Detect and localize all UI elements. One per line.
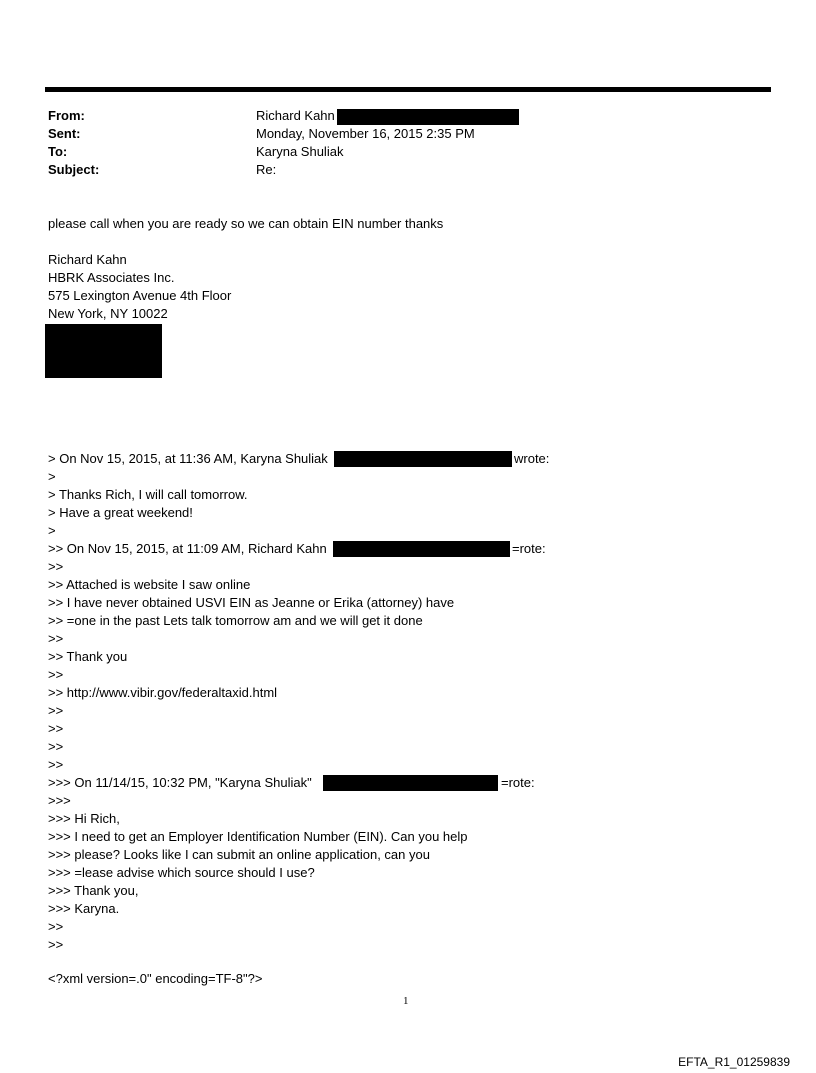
from-label: From:: [48, 108, 85, 123]
quoted-header-1: > On Nov 15, 2015, at 11:36 AM, Karyna Shuliak: [48, 451, 328, 466]
document-id: EFTA_R1_01259839: [678, 1055, 790, 1069]
signature-city: New York, NY 10022: [48, 306, 168, 321]
subject-label: Subject:: [48, 162, 100, 177]
redaction-quote-email-1: [334, 451, 512, 467]
quoted-header-1-suffix: wrote:: [514, 451, 550, 466]
quoted-header-2-suffix: =rote:: [512, 541, 546, 556]
quoted-line: >> =one in the past Lets talk tomorrow am and we will get it done: [48, 613, 423, 628]
quoted-line: >: [48, 469, 56, 484]
quoted-line: >>: [48, 559, 64, 574]
quoted-line: >> I have never obtained USVI EIN as Jeanne or Erika (attorney) have: [48, 595, 455, 610]
from-value: Richard Kahn: [256, 108, 335, 123]
quoted-line: >>> Thank you,: [48, 883, 139, 898]
quoted-line: >>> Karyna.: [48, 901, 120, 916]
quoted-line: >>> =lease advise which source should I use?: [48, 865, 315, 880]
signature-company: HBRK Associates Inc.: [48, 270, 175, 285]
redaction-quote-email-3: [323, 775, 498, 791]
xml-line: <?xml version=.0" encoding=TF-8"?>: [48, 971, 263, 986]
sent-value: Monday, November 16, 2015 2:35 PM: [256, 126, 475, 141]
to-label: To:: [48, 144, 68, 159]
quoted-header-3: >>> On 11/14/15, 10:32 PM, "Karyna Shuliak": [48, 775, 312, 790]
quoted-header-3-suffix: =rote:: [501, 775, 535, 790]
redaction-quote-email-2: [333, 541, 510, 557]
quoted-url-line: >> http://www.vibir.gov/federaltaxid.html: [48, 685, 278, 700]
signature-address: 575 Lexington Avenue 4th Floor: [48, 288, 232, 303]
redaction-signature-block: [45, 324, 162, 378]
message-text: please call when you are ready so we can obtain EIN number thanks: [48, 216, 444, 231]
quoted-line: >>: [48, 919, 64, 934]
signature-name: Richard Kahn: [48, 252, 127, 267]
quoted-line: >>> I need to get an Employer Identification Number (EIN). Can you help: [48, 829, 468, 844]
quoted-line: >> Attached is website I saw online: [48, 577, 251, 592]
sent-label: Sent:: [48, 126, 81, 141]
quoted-line: >: [48, 523, 56, 538]
quoted-header-2: >> On Nov 15, 2015, at 11:09 AM, Richard Kahn: [48, 541, 327, 556]
quoted-line: >>: [48, 667, 64, 682]
header-rule: [45, 87, 771, 92]
quoted-line: >>: [48, 703, 64, 718]
quoted-line: >>: [48, 757, 64, 772]
quoted-line: >>: [48, 631, 64, 646]
quoted-line: >>>: [48, 793, 71, 808]
quoted-line: >>: [48, 739, 64, 754]
quoted-line: >> Thank you: [48, 649, 128, 664]
redaction-from-email: [337, 109, 519, 125]
page-number: 1: [403, 995, 409, 1007]
to-value: Karyna Shuliak: [256, 144, 344, 159]
quoted-line: >>: [48, 721, 64, 736]
quoted-line: >>> Hi Rich,: [48, 811, 120, 826]
subject-value: Re:: [256, 162, 277, 177]
quoted-line: >>: [48, 937, 64, 952]
quoted-line: >>> please? Looks like I can submit an online application, can you: [48, 847, 430, 862]
quoted-line: > Thanks Rich, I will call tomorrow.: [48, 487, 248, 502]
quoted-line: > Have a great weekend!: [48, 505, 193, 520]
